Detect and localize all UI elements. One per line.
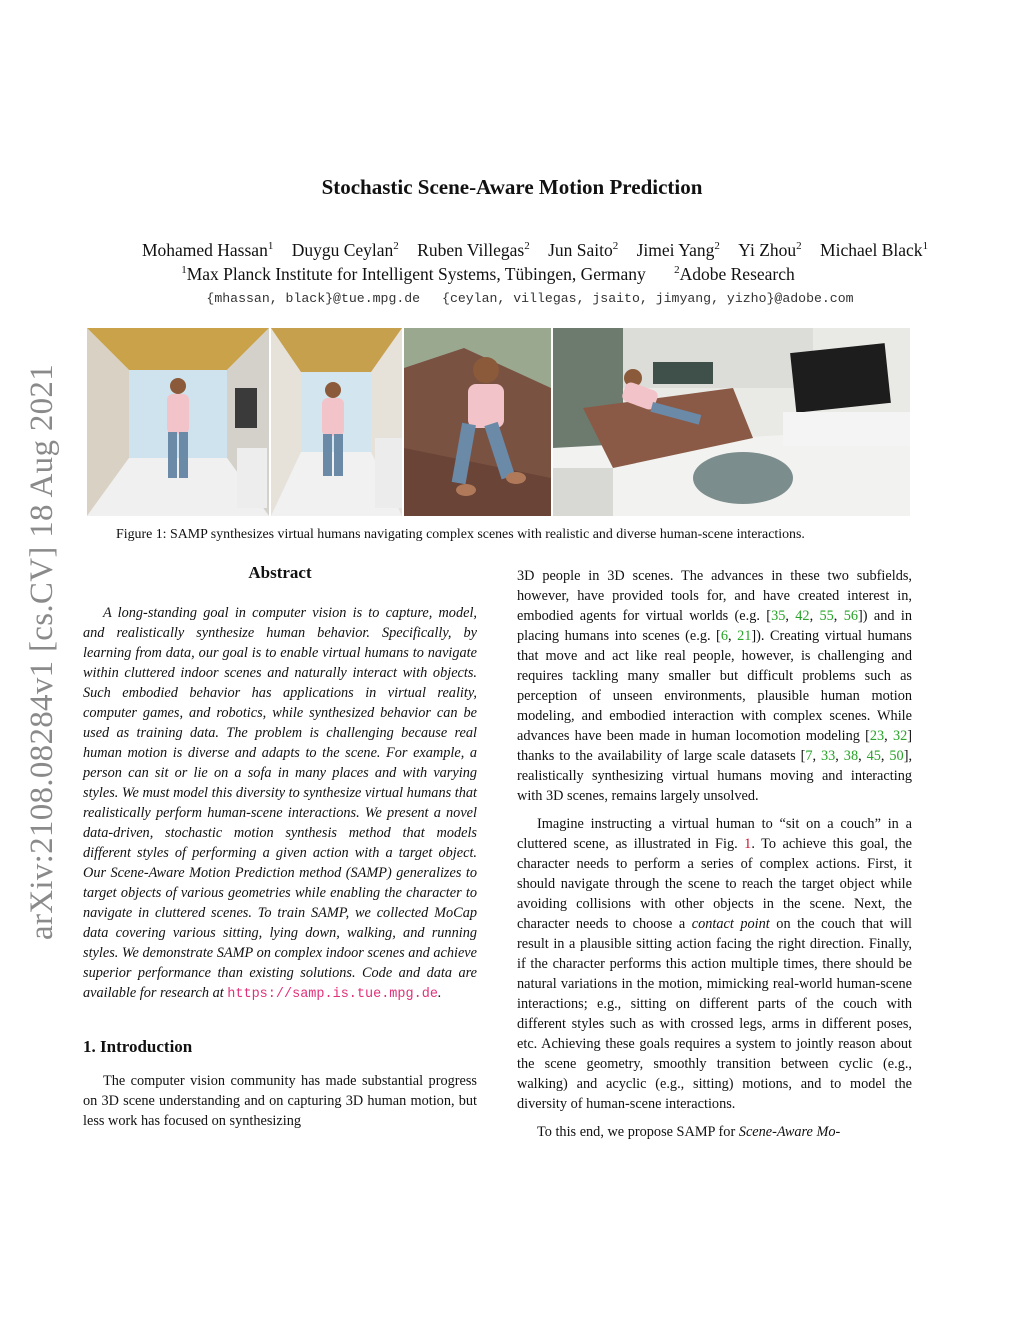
author-name: Michael Black$^1$ bbox=[820, 240, 929, 260]
affiliation: $^1$Max Planck Institute for Intelligent Systems, Tübingen, Germany bbox=[181, 264, 646, 284]
citation-link[interactable]: 32 bbox=[892, 728, 908, 744]
figure-image-walking-2 bbox=[271, 328, 402, 516]
citation-link[interactable]: 55 bbox=[819, 608, 834, 624]
citation-link[interactable]: 33 bbox=[821, 748, 836, 764]
figure-image-walking-1 bbox=[87, 328, 269, 516]
author-name: Jimei Yang$^2$ bbox=[636, 240, 720, 260]
figure-image-sitting-closeup bbox=[404, 328, 551, 516]
introduction-heading: 1. Introduction bbox=[83, 1037, 193, 1056]
author-name: Ruben Villegas$^2$ bbox=[417, 240, 530, 260]
citation-link[interactable]: 35 bbox=[771, 608, 786, 624]
citation-link[interactable]: 7 bbox=[805, 748, 813, 764]
figure-reference-link[interactable]: 1 bbox=[744, 836, 752, 852]
citation-link[interactable]: 56 bbox=[843, 608, 859, 624]
citation-link[interactable]: 45 bbox=[866, 748, 881, 764]
email-group: {mhassan, black}@tue.mpg.de bbox=[206, 291, 421, 306]
affiliation: $^2$Adobe Research bbox=[674, 264, 795, 284]
email-list bbox=[0, 291, 1024, 306]
author-name: Mohamed Hassan$^1$ bbox=[141, 240, 274, 260]
citation-link[interactable]: 21 bbox=[737, 628, 752, 644]
author-list bbox=[0, 240, 1024, 261]
citation-link[interactable]: 38 bbox=[843, 748, 859, 764]
introduction-paragraph: The computer vision community has made substantial progress on 3D scene understanding and on capturing 3D human motion, but less work has focused on synthesizing bbox=[83, 1073, 477, 1129]
left-column bbox=[83, 563, 477, 1139]
citation-link[interactable]: 23 bbox=[869, 728, 885, 744]
author-name: Yi Zhou$^2$ bbox=[738, 240, 802, 260]
paper-title: Stochastic Scene-Aware Motion Prediction bbox=[321, 175, 703, 199]
body-paragraph: To this end, we propose SAMP for Scene-Aware Mo- bbox=[537, 1124, 841, 1140]
citation-link[interactable]: 42 bbox=[795, 608, 810, 624]
right-column bbox=[517, 566, 912, 1150]
author-name: Duygu Ceylan$^2$ bbox=[291, 240, 399, 260]
project-url-link[interactable]: https://samp.is.tue.mpg.de bbox=[227, 987, 438, 1002]
figure-caption: Figure 1: SAMP synthesizes virtual humans navigating complex scenes with realistic and diverse human-scene interactions. bbox=[116, 527, 805, 542]
arxiv-identifier-stamp: arXiv:2108.08284v1 [cs.CV] 18 Aug 2021 bbox=[24, 363, 60, 940]
affiliation-list bbox=[0, 264, 976, 285]
figure-image-lying-on-couch bbox=[553, 328, 910, 516]
body-paragraph: 3D people in 3D scenes. The advances in these two subfields, however, have provided tools for, and have created interest in, embodied agents for virtual worlds (e.g. [35, 42, 55, 56]) and in placing humans into scenes (e.g. [6, 21]). Creating virtual humans that move and act like real people, however, is challenging and requires tackling many smaller but difficult problems such as perception of unseen environments, plausible human motion modeling, and embodied interaction with complex scenes. While advances have been made in human locomotion modeling [23, 32] thanks to the availability of large scale datasets [7, 33, 38, 45, 50], realistically synthesizing virtual humans moving and interacting with 3D scenes, remains largely unsolved. bbox=[517, 568, 913, 804]
author-name: Jun Saito$^2$ bbox=[548, 240, 619, 260]
abstract-text: A long-standing goal in computer vision is to capture, model, and realistically synthesize human behavior. Specifically, by learning from data, our goal is to enable virtual humans to navigate within cluttered indoor scenes and naturally interact with objects. Such embodied behavior has applications in virtual reality, computer games, and robotics, while synthesized behavior can be used as training data. The problem is challenging because real human motion is diverse and adapts to the scene. For example, a person can sit or lie on a sofa in many places and with varying styles. We must model this diversity to synthesize virtual humans that realistically perform human-scene interactions. We present a novel data-driven, stochastic motion synthesis method that models different styles of performing a given action with a target object. Our Scene-Aware Motion Prediction method (SAMP) generalizes to target objects of various geometries while enabling the character to navigate in cluttered scenes. To train SAMP, we collected MoCap data covering various sitting, lying down, walking, and running styles. We demonstrate SAMP on complex indoor scenes and achieve superior performance than existing solutions. Code and data are available for research at https://samp.is.tue.mpg.de. bbox=[83, 605, 477, 1002]
body-paragraph: Imagine instructing a virtual human to “sit on a couch” in a cluttered scene, as illustrated in Fig. 1. To achieve this goal, the character needs to perform a series of complex actions. First, it should navigate through the scene to reach the target object while avoiding collisions with other objects in the scene. Next, the character needs to choose a contact point on the couch that will result in a plausible sitting action facing the right direction. Finally, if the character performs this action multiple times, there should be natural variations in the motion, mimicking real-world human-scene interactions; e.g., sitting on different parts of the couch with different styles such as with crossed legs, arms in different poses, etc. Achieving these goals requires a system to jointly reason about the scene geometry, smoothly transition between cyclic (e.g., walking) and acyclic (e.g., sitting) motions, and to model the diversity of human-scene interactions. bbox=[517, 816, 913, 1112]
citation-link[interactable]: 50 bbox=[889, 748, 904, 764]
abstract-heading: Abstract bbox=[248, 563, 312, 582]
email-group: {ceylan, villegas, jsaito, jimyang, yizho}@adobe.com bbox=[442, 291, 854, 306]
citation-link[interactable]: 6 bbox=[720, 628, 728, 644]
